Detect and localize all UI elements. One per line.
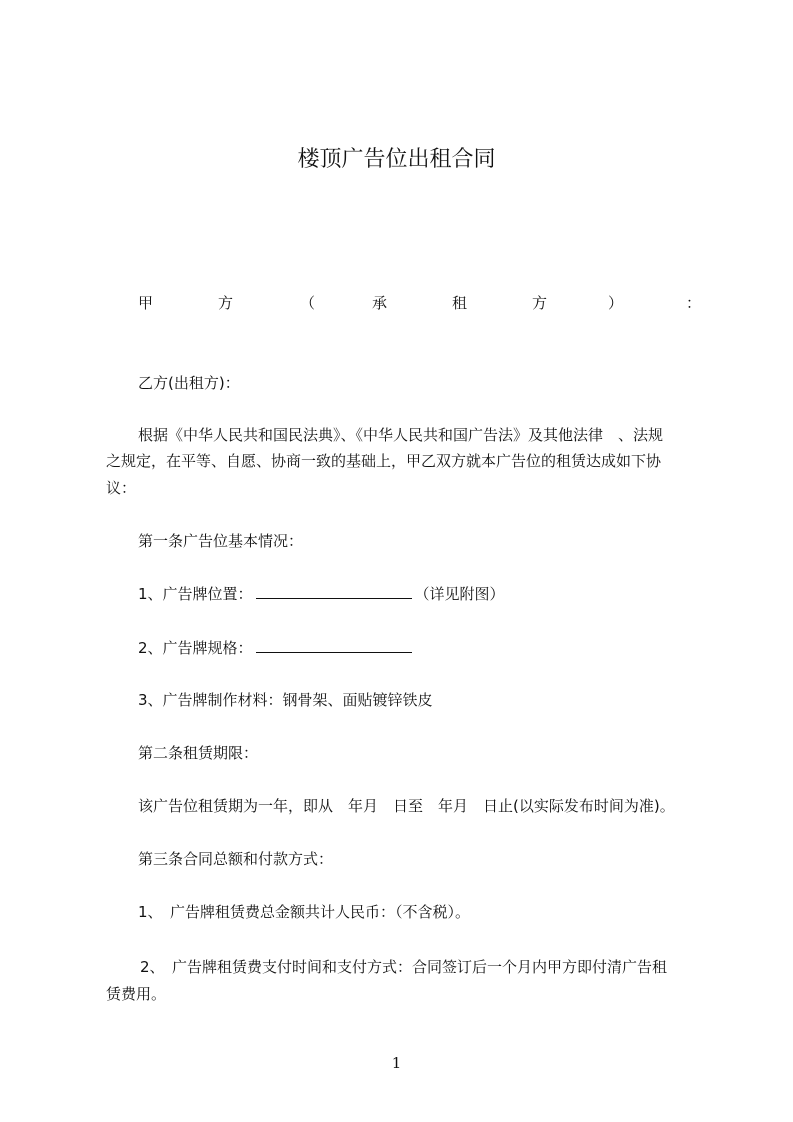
party-a-char: ） [608,294,624,312]
page-number: 1 [391,1054,402,1072]
location-blank [256,582,412,599]
party-a-char: 承 [372,294,388,312]
article1-item2 [138,636,415,659]
size-blank [256,636,412,653]
party-a-char: 方 [218,294,234,312]
article3-item2-line2: 赁费用。 [106,985,167,1003]
article3-item2-line1: 2、 广告牌租赁费支付时间和支付方式：合同签订后一个月内甲方即付清广告租 [140,958,668,976]
article3-heading: 第三条合同总额和付款方式： [138,850,334,868]
article1-item3: 3、广告牌制作材料：钢骨架、面贴镀锌铁皮 [138,691,433,709]
party-a-char: 甲 [138,294,154,312]
party-a-char: 方 [532,294,548,312]
preamble-line-2: 之规定，在平等、自愿、协商一致的基础上，甲乙双方就本广告位的租赁达成如下协 [106,452,662,470]
item2-label: 2、广告牌规格： [138,639,253,657]
party-a-char: 租 [452,294,468,312]
party-a-line [138,292,702,314]
preamble-line-3: 议： [106,479,137,497]
article3-item1: 1、 广告牌租赁费总金额共计人民币：（不含税）。 [138,903,471,921]
article1-item1 [138,582,505,605]
document-title: 楼顶广告位出租合同 [297,147,496,172]
article2-text: 该广告位租赁期为一年，即从 年月 日至 年月 日止(以实际发布时间为准)。 [138,797,675,815]
item1-label: 1、广告牌位置： [138,585,253,603]
party-a-char: （ [300,294,316,312]
preamble-line-1: 根据《中华人民共和国民法典》、《中华人民共和国广告法》及其他法律 、法规 [138,426,664,444]
article2-heading: 第二条租赁期限： [138,744,259,762]
article1-heading: 第一条广告位基本情况： [138,532,304,550]
party-b-line: 乙方(出租方)： [138,374,240,392]
item1-suffix: （详见附图） [414,585,505,603]
party-a-char: ： [686,294,702,312]
